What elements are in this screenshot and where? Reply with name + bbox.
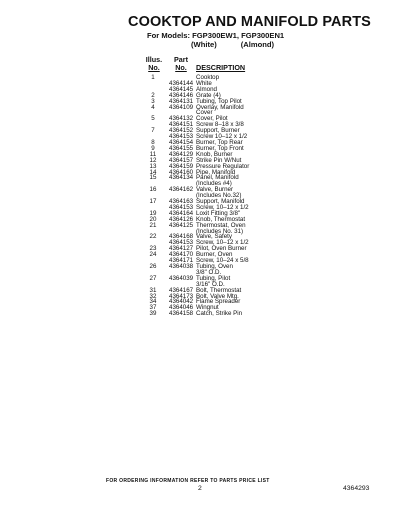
part-description: Pressure Regulator: [196, 162, 250, 170]
part-number: 4364129: [169, 150, 194, 158]
part-description: Wingnut: [196, 304, 219, 312]
part-number: 4364157: [169, 156, 194, 164]
part-number: 4364164: [169, 209, 194, 217]
part-number: 4364154: [169, 138, 194, 146]
illus-number: 14: [149, 168, 157, 176]
illus-number: 27: [149, 274, 157, 282]
part-description: Burner, Top Rear: [196, 138, 243, 146]
part-number: 4364158: [169, 310, 194, 318]
part-description: Burner, Oven: [196, 251, 233, 259]
part-number: 4364159: [169, 162, 194, 170]
document-number: 4364293: [343, 485, 370, 492]
page-number: 2: [198, 485, 202, 492]
model-numbers: For Models: FGP300EW1, FGP300EN1: [147, 31, 285, 40]
part-description: Screw, 10–12 x 1/2: [196, 239, 249, 247]
part-description: Cover, Pilot: [196, 115, 228, 123]
part-description: Pilot, Oven Burner: [196, 245, 247, 253]
part-number: 4364162: [169, 186, 194, 194]
illus-number: 19: [149, 209, 157, 217]
illus-number: 12: [149, 156, 157, 164]
part-description: Cooktop: [196, 74, 220, 81]
part-number: 4364153: [169, 203, 194, 211]
part-number: 4364132: [169, 115, 194, 123]
part-number: 4364126: [169, 215, 194, 223]
part-description: Almond: [196, 85, 217, 93]
illus-number: 1: [151, 74, 155, 81]
part-description: White: [196, 79, 212, 87]
illus-number: 37: [149, 304, 157, 312]
part-number: 4364039: [169, 274, 194, 282]
illus-number: 22: [149, 233, 157, 241]
part-description: Cover: [196, 109, 213, 117]
part-description: Support, Manifold: [196, 198, 245, 206]
part-number: 4364153: [169, 239, 194, 247]
part-number: 4364145: [169, 85, 194, 93]
part-number: 4364134: [169, 174, 194, 182]
illus-number: 2: [151, 91, 155, 99]
illus-number: 17: [149, 198, 157, 206]
illus-number: 21: [149, 221, 157, 229]
illus-number: 8: [151, 138, 155, 146]
illus-number: 13: [149, 162, 157, 170]
part-number: 4364131: [169, 97, 194, 105]
part-description: Screw 8–18 x 3/8: [196, 121, 244, 129]
part-description: Burner, Top Front: [196, 144, 244, 152]
illus-number: 23: [149, 245, 157, 253]
part-description: Screw 10–12 x 1/2: [196, 133, 248, 141]
part-header-line-1: Part: [174, 55, 188, 64]
part-number: 4364144: [169, 79, 194, 87]
illus-number: 7: [151, 127, 155, 135]
part-number: 4364153: [169, 133, 194, 141]
part-number: 4364042: [169, 298, 194, 306]
part-description: Panel, Manifold: [196, 174, 239, 182]
part-description: Support, Burner: [196, 127, 240, 135]
part-description: Pipe, Manifold: [196, 168, 236, 176]
illus-number: 24: [149, 251, 157, 259]
part-description: Tubing, Oven: [196, 263, 233, 270]
part-number: 4364160: [169, 168, 194, 176]
part-number: 4364125: [169, 221, 194, 229]
illus-number: 3: [151, 97, 155, 105]
color-variants: [191, 40, 274, 49]
illus-number: 15: [149, 174, 157, 182]
part-number: 4364151: [169, 121, 194, 129]
illus-number: 5: [151, 115, 155, 123]
illus-number: 16: [149, 186, 157, 194]
illus-number: 34: [149, 298, 157, 306]
part-description: Knob, Thermostat: [196, 215, 246, 223]
part-number: 4364038: [169, 263, 194, 270]
part-number: 4364171: [169, 257, 194, 265]
illus-number: 39: [149, 310, 157, 318]
part-number: 4364163: [169, 198, 194, 206]
illus-number: 31: [149, 286, 157, 294]
illus-column-header: [143, 56, 165, 72]
part-number: 4364155: [169, 144, 194, 152]
variant-almond: (Almond): [240, 40, 275, 49]
table-row: [0, 311, 400, 317]
part-description: Screw, 10–12 x 1/2: [196, 203, 249, 211]
part-description: Tubing, Pilot: [196, 274, 231, 282]
ordering-note: FOR ORDERING INFORMATION REFER TO PARTS PRICE LIST: [106, 478, 270, 484]
part-number: 4364109: [169, 103, 194, 111]
part-column-header: [170, 56, 192, 72]
part-number: 4364127: [169, 245, 194, 253]
part-description: Flame Spreader: [196, 298, 241, 306]
part-description: Grate (4): [196, 91, 221, 99]
part-description: 3/8" O.D.: [196, 268, 222, 276]
part-description: 3/16" O.D.: [196, 280, 225, 288]
part-number: 4364046: [169, 304, 194, 312]
part-description: (Includes No. 31): [196, 227, 244, 235]
part-description: Tubing, Top Pilot: [196, 97, 242, 105]
part-description: Catch, Strike Pin: [196, 310, 243, 318]
part-description: Knob, Burner: [196, 150, 233, 158]
illus-number: 11: [149, 150, 157, 158]
illus-number: 4: [151, 103, 155, 111]
illus-number: 9: [151, 144, 155, 152]
part-description: Thermostat, Oven: [196, 221, 246, 229]
part-description: (Includes #4): [196, 180, 232, 188]
part-number: 4364173: [169, 292, 194, 300]
illus-number: 26: [149, 263, 157, 270]
part-number: 4364146: [169, 91, 194, 99]
part-description: Bolt, Valve Mtg.: [196, 292, 239, 300]
description-column-header: DESCRIPTION: [196, 63, 246, 72]
variant-white: (White): [191, 40, 217, 49]
part-description: Overlay, Manifold: [196, 103, 244, 111]
part-number: 4364170: [169, 251, 194, 259]
part-description: Loxit Fitting 3/8": [196, 209, 241, 217]
part-header-line-2: No.: [175, 63, 187, 72]
part-description: (Includes No.32): [196, 192, 242, 200]
parts-table: [0, 75, 400, 317]
part-number: 4364168: [169, 233, 194, 241]
part-description: Valve, Burner: [196, 186, 234, 194]
illus-number: 20: [149, 215, 157, 223]
part-description: Screw, 10–24 x 5/8: [196, 257, 249, 265]
part-number: 4364152: [169, 127, 194, 135]
illus-header-line-1: Illus.: [145, 55, 163, 64]
part-description: Bolt, Thermostat: [196, 286, 242, 294]
part-number: 4364167: [169, 286, 194, 294]
illus-number: 32: [149, 292, 157, 300]
part-description: Valve, Safety: [196, 233, 232, 241]
illus-header-line-2: No.: [148, 63, 160, 72]
page-title: COOKTOP AND MANIFOLD PARTS: [128, 14, 371, 30]
part-description: Strike Pin W/Nut: [196, 156, 242, 164]
